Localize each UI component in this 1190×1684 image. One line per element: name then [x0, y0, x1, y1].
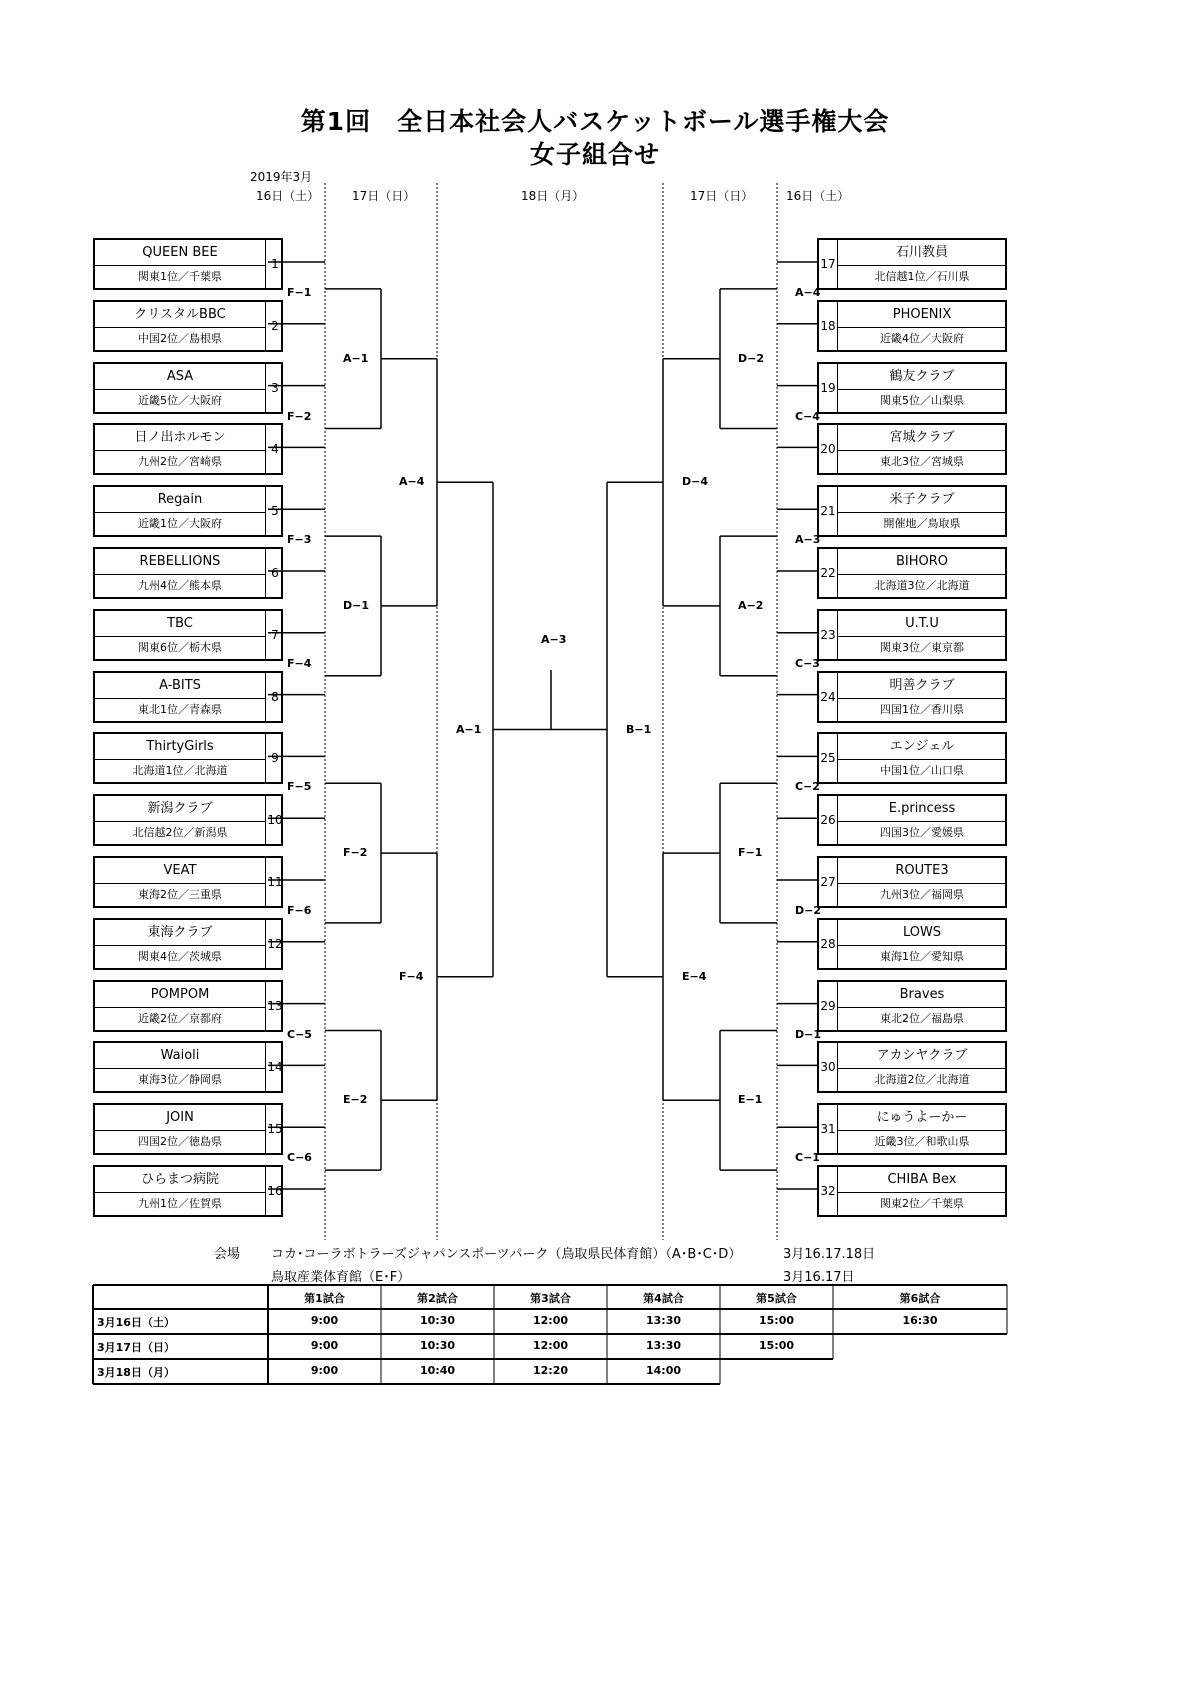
team-region: 関東1位／千葉県 — [138, 270, 222, 283]
team-7 — [93, 609, 283, 661]
schedule-header: 第3試合 — [530, 1292, 571, 1305]
schedule-date: 3月16日（土） — [97, 1316, 175, 1329]
match-label: F−2 — [287, 409, 312, 423]
team-32 — [817, 1165, 1007, 1217]
schedule-time: 10:40 — [419, 1364, 455, 1377]
team-number: 23 — [820, 627, 836, 642]
team-name: Waioli — [95, 1043, 265, 1069]
team-region: 四国1位／香川県 — [880, 702, 964, 716]
team-name: POMPOM — [95, 982, 265, 1008]
schedule-time: 12:00 — [532, 1314, 568, 1327]
team-region: 近畿1位／大阪府 — [138, 517, 222, 531]
match-label: D−1 — [343, 598, 370, 612]
team-16 — [93, 1165, 283, 1217]
match-label: C−5 — [287, 1027, 312, 1041]
team-number: 27 — [820, 875, 836, 889]
team-number: 25 — [820, 751, 836, 766]
venue-2-dates: 3月16.17日 — [783, 1270, 855, 1285]
team-number: 7 — [271, 627, 279, 642]
team-25 — [817, 732, 1007, 784]
match-label: A−1 — [343, 351, 369, 365]
team-10 — [93, 794, 283, 846]
team-name: JOIN — [95, 1105, 265, 1131]
year-month: 2019年3月 — [250, 170, 313, 184]
schedule-time: 10:30 — [419, 1314, 455, 1327]
team-15 — [93, 1103, 283, 1155]
team-number: 22 — [820, 566, 836, 580]
team-name: エンジェル — [837, 734, 1007, 760]
team-region: 四国3位／愛媛県 — [880, 826, 964, 840]
match-label-final: A−3 — [541, 633, 567, 646]
team-name: 米子クラブ — [837, 487, 1007, 513]
team-name: E.princess — [837, 796, 1007, 822]
day-header-final-18: 18日（月） — [521, 189, 585, 203]
schedule-time: 14:00 — [645, 1364, 681, 1377]
team-region: 北信越1位／石川県 — [874, 270, 970, 283]
team-region: 近畿3位／和歌山県 — [874, 1135, 970, 1149]
team-region: 北信越2位／新潟県 — [132, 826, 228, 840]
schedule-time: 10:30 — [419, 1339, 455, 1352]
team-14 — [93, 1041, 283, 1093]
team-name: LOWS — [837, 920, 1007, 946]
team-name: Braves — [837, 982, 1007, 1008]
schedule-header: 第2試合 — [417, 1292, 458, 1305]
team-region: 九州3位／福岡県 — [880, 888, 964, 901]
team-name: TBC — [95, 611, 265, 637]
team-number: 28 — [820, 936, 836, 951]
team-region: 東海3位／静岡県 — [138, 1073, 222, 1087]
page-subtitle: 女子組合せ — [529, 140, 660, 169]
team-18 — [817, 300, 1007, 352]
match-label: D−2 — [738, 351, 765, 365]
team-number: 17 — [820, 257, 836, 271]
match-label: B−1 — [626, 722, 652, 736]
team-21 — [817, 485, 1007, 537]
team-number: 3 — [271, 380, 279, 395]
team-number: 8 — [271, 689, 279, 704]
team-region: 関東5位／山梨県 — [880, 393, 964, 407]
team-30 — [817, 1041, 1007, 1093]
team-name: VEAT — [95, 858, 265, 884]
team-region: 東海2位／三重県 — [138, 888, 222, 901]
team-name: 東海クラブ — [95, 920, 265, 946]
team-region: 北海道1位／北海道 — [132, 764, 228, 778]
match-label: E−2 — [343, 1093, 368, 1107]
match-label: A−4 — [795, 285, 821, 299]
team-11 — [93, 856, 283, 908]
team-name: クリスタルBBC — [95, 302, 265, 328]
match-label: C−6 — [287, 1151, 312, 1165]
match-label: E−4 — [682, 969, 707, 983]
team-name: ひらまつ病院 — [95, 1167, 265, 1193]
match-label: C−2 — [795, 780, 820, 794]
team-name: Regain — [95, 487, 265, 513]
schedule-time: 12:20 — [532, 1364, 568, 1377]
team-29 — [817, 980, 1007, 1032]
day-header-right-16: 16日（土） — [786, 189, 850, 203]
team-region: 中国1位／山口県 — [880, 764, 964, 778]
match-label: E−1 — [738, 1093, 763, 1107]
match-label: F−1 — [738, 846, 763, 860]
team-number: 19 — [820, 380, 836, 395]
team-13 — [93, 980, 283, 1032]
venue-label: 会場 — [214, 1247, 241, 1262]
team-5 — [93, 485, 283, 537]
match-label: C−1 — [795, 1151, 820, 1165]
team-number: 2 — [271, 318, 279, 333]
schedule-header: 第4試合 — [643, 1292, 684, 1305]
team-number: 4 — [271, 442, 279, 457]
team-name: ROUTE3 — [837, 858, 1007, 884]
venue-1: コカ･コーラボトラーズジャパンスポーツパーク（鳥取県民体育館）（A･B･C･D） — [271, 1247, 742, 1262]
team-4 — [93, 423, 283, 475]
team-region: 開催地／鳥取県 — [883, 517, 961, 531]
team-name: 石川教員 — [837, 240, 1007, 266]
team-region: 東北3位／宮城県 — [880, 455, 964, 469]
team-name: 明善クラブ — [837, 673, 1007, 699]
team-name: QUEEN BEE — [95, 240, 265, 266]
match-label: F−4 — [287, 656, 312, 670]
schedule-time: 9:00 — [310, 1364, 339, 1377]
schedule-header: 第1試合 — [304, 1292, 345, 1305]
team-number: 26 — [820, 813, 836, 828]
team-region: 関東4位／茨城県 — [138, 949, 222, 963]
schedule-time: 15:00 — [758, 1314, 794, 1327]
team-name: にゅうよーかー — [837, 1105, 1007, 1131]
team-name: 宮城クラブ — [837, 425, 1007, 451]
team-region: 九州2位／宮崎県 — [138, 455, 222, 469]
team-region: 関東6位／栃木県 — [138, 640, 222, 654]
match-label: D−2 — [795, 903, 822, 917]
team-region: 東海1位／愛知県 — [880, 949, 964, 963]
team-number: 15 — [267, 1122, 283, 1137]
team-number: 32 — [820, 1184, 836, 1198]
team-number: 9 — [271, 751, 279, 766]
schedule-header: 第6試合 — [899, 1292, 941, 1305]
team-number: 18 — [820, 318, 836, 333]
schedule-header: 第5試合 — [756, 1292, 797, 1305]
match-label: F−3 — [287, 533, 312, 547]
team-19 — [817, 362, 1007, 414]
match-label: F−2 — [343, 846, 368, 860]
match-label: A−4 — [399, 475, 425, 489]
team-region: 中国2位／島根県 — [138, 331, 222, 345]
team-region: 近畿5位／大阪府 — [138, 393, 222, 407]
team-region: 九州1位／佐賀県 — [138, 1197, 222, 1210]
team-name: BIHORO — [837, 549, 1007, 575]
day-header-left-16: 16日（土） — [256, 189, 320, 203]
team-3 — [93, 362, 283, 414]
team-name: U.T.U — [837, 611, 1007, 637]
venue-2: 鳥取産業体育館（E･F） — [271, 1270, 411, 1285]
team-name: REBELLIONS — [95, 549, 265, 575]
schedule-time: 13:30 — [645, 1339, 681, 1352]
team-name: PHOENIX — [837, 302, 1007, 328]
team-region: 近畿2位／京都府 — [138, 1011, 222, 1025]
team-number: 5 — [271, 504, 279, 519]
schedule-time: 16:30 — [902, 1314, 938, 1327]
team-name: 新潟クラブ — [95, 796, 265, 822]
team-23 — [817, 609, 1007, 661]
team-2 — [93, 300, 283, 352]
schedule-time: 9:00 — [310, 1339, 339, 1352]
team-region: 関東3位／東京都 — [880, 640, 964, 654]
team-number: 29 — [820, 998, 836, 1013]
team-24 — [817, 671, 1007, 723]
schedule-time: 12:00 — [532, 1339, 568, 1352]
team-region: 東北1位／青森県 — [138, 702, 222, 716]
team-20 — [817, 423, 1007, 475]
team-number: 30 — [820, 1060, 836, 1075]
team-number: 20 — [820, 442, 836, 457]
schedule-time: 15:00 — [758, 1339, 794, 1352]
team-number: 16 — [267, 1184, 283, 1198]
team-name: CHIBA Bex — [837, 1167, 1007, 1193]
match-label: F−5 — [287, 780, 312, 794]
schedule-time: 9:00 — [310, 1314, 339, 1327]
schedule-date: 3月17日（日） — [97, 1341, 175, 1354]
team-region: 東北2位／福島県 — [880, 1011, 964, 1025]
team-region: 四国2位／徳島県 — [138, 1135, 222, 1149]
schedule-date: 3月18日（月） — [97, 1366, 175, 1379]
match-label: F−6 — [287, 903, 312, 917]
team-31 — [817, 1103, 1007, 1155]
team-name: ThirtyGirls — [95, 734, 265, 760]
team-number: 6 — [271, 566, 279, 580]
team-27 — [817, 856, 1007, 908]
team-number: 13 — [267, 998, 283, 1013]
team-26 — [817, 794, 1007, 846]
team-12 — [93, 918, 283, 970]
team-number: 12 — [267, 936, 283, 951]
team-number: 11 — [267, 875, 283, 889]
team-8 — [93, 671, 283, 723]
team-9 — [93, 732, 283, 784]
day-header-right-17: 17日（日） — [690, 189, 754, 203]
team-number: 1 — [271, 257, 279, 271]
match-label: C−3 — [795, 656, 820, 670]
match-label: D−1 — [795, 1027, 822, 1041]
match-label: C−4 — [795, 409, 820, 423]
team-number: 10 — [267, 813, 283, 828]
team-name: ASA — [95, 364, 265, 390]
team-28 — [817, 918, 1007, 970]
team-region: 北海道3位／北海道 — [874, 579, 970, 592]
team-6 — [93, 547, 283, 599]
team-region: 九州4位／熊本県 — [138, 579, 222, 592]
team-1 — [93, 238, 283, 290]
team-region: 北海道2位／北海道 — [874, 1073, 970, 1087]
team-17 — [817, 238, 1007, 290]
team-name: A-BITS — [95, 673, 265, 699]
team-number: 14 — [267, 1060, 283, 1075]
schedule-time: 13:30 — [645, 1314, 681, 1327]
team-name: 鶴友クラブ — [837, 364, 1007, 390]
match-label: D−4 — [682, 475, 709, 489]
match-label: A−3 — [795, 533, 821, 547]
team-name: 日ノ出ホルモン — [95, 425, 265, 451]
page-title: 第1回 全日本社会人バスケットボール選手権大会 — [300, 107, 890, 136]
match-label: F−4 — [399, 969, 424, 983]
day-header-left-17: 17日（日） — [352, 189, 416, 203]
team-number: 24 — [820, 689, 836, 704]
match-label: F−1 — [287, 285, 312, 299]
team-name: アカシヤクラブ — [837, 1043, 1007, 1069]
venue-1-dates: 3月16.17.18日 — [783, 1247, 876, 1262]
team-region: 関東2位／千葉県 — [880, 1197, 964, 1210]
match-label: A−2 — [738, 598, 764, 612]
team-number: 31 — [820, 1122, 836, 1137]
team-region: 近畿4位／大阪府 — [880, 331, 964, 345]
match-label: A−1 — [456, 722, 482, 736]
team-22 — [817, 547, 1007, 599]
team-number: 21 — [820, 504, 836, 519]
